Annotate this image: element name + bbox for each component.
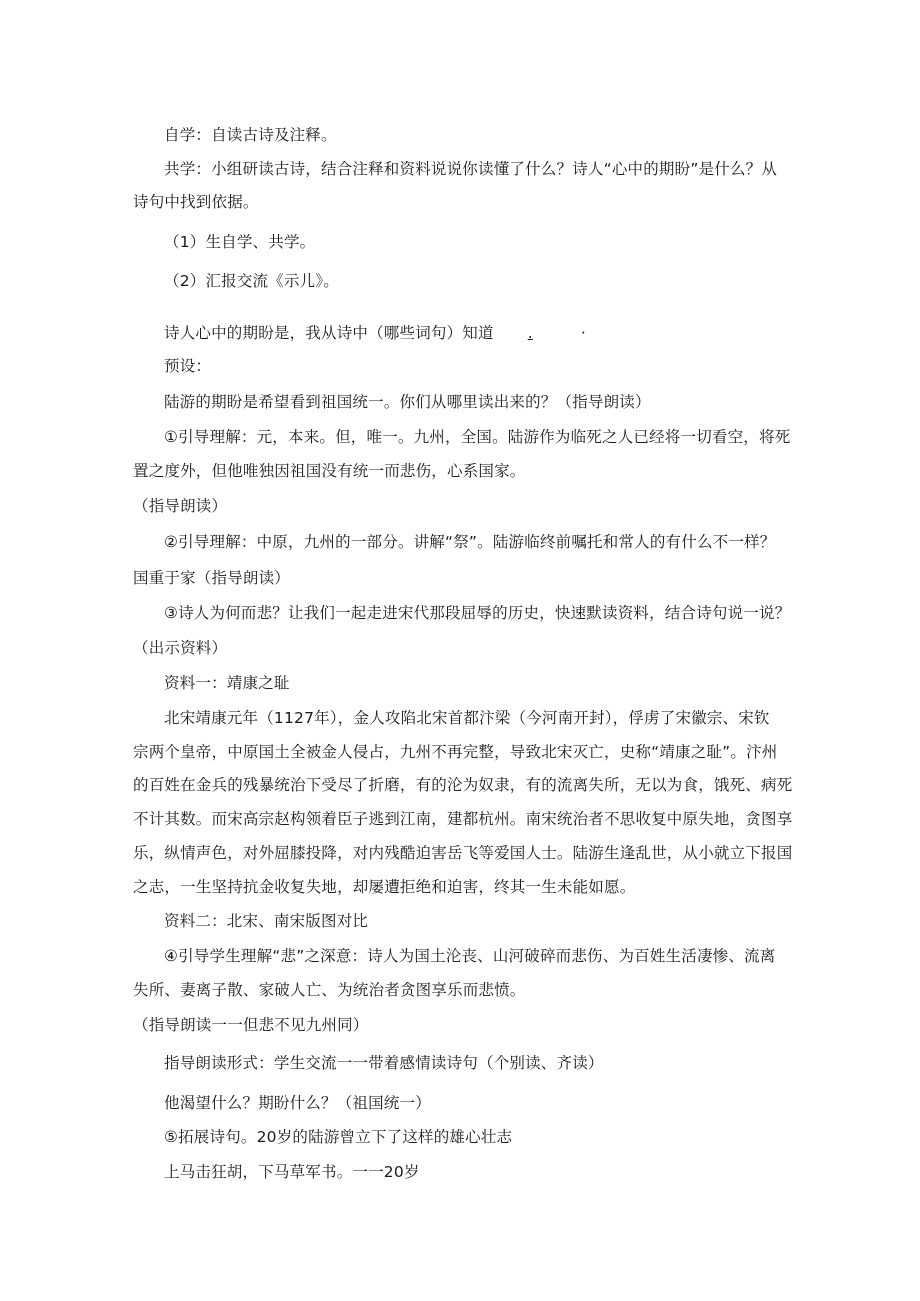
text-line: （1）生自学、共学。 [164, 233, 316, 251]
text-line: 资料二：北宋、南宋版图对比 [164, 912, 369, 930]
text-line: 他渴望什么？期盼什么？（祖国统一） [164, 1094, 431, 1112]
text-line: ④引导学生理解“悲”之深意：诗人为国土沦丧、山河破碎而悲伤、为百姓生活凄惨、流离 [164, 947, 776, 965]
text-line: ③诗人为何而悲？让我们一起走进宋代那段屈辱的历史，快速默读资料，结合诗句说一说？ [164, 604, 791, 622]
text-line: 预设： [164, 357, 212, 375]
text-line: 北宋靖康元年（1127年），金人攻陷北宋首都汴梁（今河南开封），俘虏了宋徽宗、宋钦 [164, 709, 770, 727]
blank-prompt: 诗人心中的期盼是，我从诗中（哪些词句）知道 [164, 324, 494, 342]
text-line: （指导朗读一一但悲不见九州同） [133, 1016, 369, 1034]
text-line: 资料一：靖康之耻 [164, 674, 290, 692]
text-line: 陆游的期盼是希望看到祖国统一。你们从哪里读出来的？（指导朗读） [164, 393, 651, 411]
text-line: 诗句中找到依据。 [133, 193, 259, 211]
text-line: 之志，一生坚持抗金收复失地，却屡遭拒绝和迫害，终其一生未能如愿。 [133, 878, 636, 896]
text-line: （出示资料） [133, 639, 228, 657]
text-line: 不计其数。而宋高宗赵构领着臣子逃到江南，建都杭州。南宋统治者不思收复中原失地，贪图享 [133, 810, 793, 828]
text-line: ②引导理解：中原，九州的一部分。讲解“祭”。陆游临终前嘱托和常人的有什么不一样？ [164, 533, 776, 551]
text-line: ①引导理解：元，本来。但，唯一。九州，全国。陆游作为临死之人已经将一切看空，将死 [164, 428, 791, 446]
text-line: 上马击狂胡，下马草军书。一一20岁 [164, 1163, 420, 1181]
text-line: 国重于家（指导朗读） [133, 569, 291, 587]
text-line: 乐，纵情声色，对外屈膝投降，对内残酷迫害岳飞等爱国人士。陆游生逢乱世，从小就立下报国 [133, 844, 793, 862]
text-line: 自学：自读古诗及注释。 [164, 126, 337, 144]
text-line: 失所、妻离子散、家破人亡、为统治者贪图享乐而悲愤。 [133, 981, 526, 999]
text-line: （2）汇报交流《示儿》。 [164, 272, 340, 290]
text-line: ⑤拓展诗句。20岁的陆游曾立下了这样的雄心壮志 [164, 1128, 513, 1146]
text-line: 置之度外，但他唯独因祖国没有统一而悲伤，心系国家。 [133, 462, 526, 480]
text-line: 共学：小组研读古诗，结合注释和资料说说你读懂了什么？诗人“心中的期盼”是什么？从 [164, 160, 778, 178]
text-line-with-blank [164, 323, 586, 343]
text-line: 宗两个皇帝，中原国土全被金人侵占，九州不再完整，导致北宋灭亡，史称“靖康之耻”。汴州 [133, 743, 778, 761]
text-line: 指导朗读形式：学生交流一一带着感情读诗句（个别读、齐读） [164, 1054, 604, 1072]
text-line: （指导朗读） [133, 497, 228, 515]
blank-mark: · [580, 324, 586, 342]
text-line: 的百姓在金兵的残暴统治下受尽了折磨，有的沦为奴隶，有的流离失所，无以为食，饿死、病死 [133, 776, 793, 794]
blank-mark: . [527, 324, 533, 342]
